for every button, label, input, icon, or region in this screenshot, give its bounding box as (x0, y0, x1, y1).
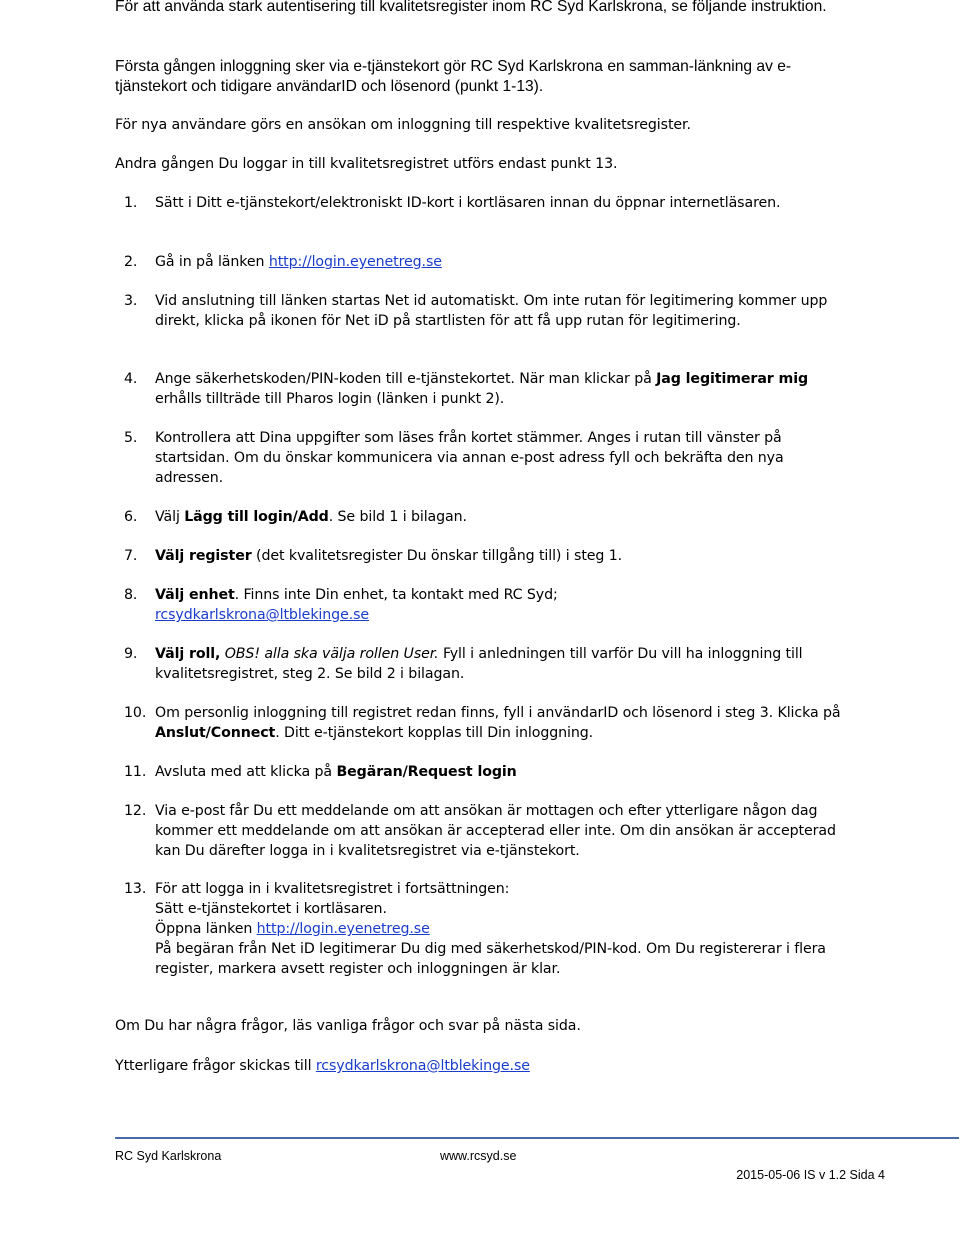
intro-paragraph: För att använda stark autentisering till kvalitetsregister inom RC Syd Karlskrona, se följande instruktion. (115, 0, 827, 15)
step-number: 1. (124, 195, 138, 211)
bold-label: Begäran/Request login (336, 764, 517, 780)
step-number: 7. (124, 548, 138, 564)
step-number: 12. (124, 803, 147, 819)
intro-paragraph: Andra gången Du loggar in till kvalitetsregistret utförs endast punkt 13. (115, 156, 618, 172)
email-link[interactable]: rcsydkarlskrona@ltblekinge.se (155, 607, 370, 623)
step-number: 2. (124, 254, 138, 270)
step-text: Välj register (det kvalitetsregister Du önskar tillgång till) i steg 1. (155, 548, 623, 564)
step-text: Via e-post får Du ett meddelande om att ansökan är mottagen och efter ytterligare någon dag kommer ett meddelande om att ansökan är accepterad eller inte. Om din ansökan är accepterad kan Du därefter logga in i kvalitetsregistret via e-tjänstekort. (155, 803, 836, 859)
email-link[interactable]: rcsydkarlskrona@ltblekinge.se (315, 1058, 530, 1074)
bold-label: Anslut/Connect (155, 725, 276, 741)
intro-paragraph: För nya användare görs en ansökan om inloggning till respektive kvalitetsregister. (115, 117, 691, 133)
step-number: 5. (124, 430, 138, 446)
bold-label: Lägg till login/Add (184, 509, 329, 525)
step-number: 3. (124, 293, 138, 309)
step-number: 10. (124, 705, 147, 721)
step-number: 13. (124, 881, 147, 897)
footer-website: www.rcsyd.se (440, 1149, 517, 1163)
step-text: Kontrollera att Dina uppgifter som läses från kortet stämmer. Anges i rutan till vänster på startsidan. Om du önskar kommunicera via annan e-post adress fyll och bekräfta den nya adressen. (155, 430, 784, 486)
footer-divider (115, 1137, 959, 1139)
step-text: Gå in på länken http://login.eyenetreg.se (155, 254, 442, 270)
step-number: 4. (124, 371, 138, 387)
step-text: Välj roll, OBS! alla ska välja rollen User. Fyll i anledningen till varför Du vill ha inloggning till kvalitetsregistret, steg 2. Se bild 2 i bilagan. (155, 646, 803, 682)
step-number: 6. (124, 509, 138, 525)
step-text: Sätt i Ditt e-tjänstekort/elektroniskt ID-kort i kortläsaren innan du öppnar internetläsaren. (155, 195, 781, 211)
step-text: Välj enhet. Finns inte Din enhet, ta kontakt med RC Syd; rcsydkarlskrona@ltblekinge.se (155, 587, 558, 623)
step-number: 9. (124, 646, 138, 662)
step-text: Avsluta med att klicka på Begäran/Request login (155, 764, 517, 780)
bold-label: Välj enhet (155, 587, 235, 603)
questions-paragraph: Om Du har några frågor, läs vanliga frågor och svar på nästa sida. (115, 1018, 581, 1034)
step-text: För att logga in i kvalitetsregistret i fortsättningen: Sätt e-tjänstekortet i kortläsaren. Öppna länken http://login.eyenetreg.se På begäran från Net iD legitimerar Du dig med säkerhetskod/PIN-kod. Om Du registererar i flera register, markera avsett register och inloggningen är klar. (155, 881, 826, 977)
intro-paragraph: Första gången inloggning sker via e-tjänstekort gör RC Syd Karlskrona en samman-länkning av e-tjänstekort och tidigare användarID och lösenord (punkt 1-13). (115, 58, 792, 95)
login-link[interactable]: http://login.eyenetreg.se (256, 921, 430, 937)
footer-org: RC Syd Karlskrona (115, 1149, 222, 1163)
footer-version: 2015-05-06 IS v 1.2 Sida 4 (736, 1168, 885, 1182)
contact-paragraph: Ytterligare frågor skickas till rcsydkarlskrona@ltblekinge.se (115, 1058, 530, 1074)
bold-label: Välj register (155, 548, 252, 564)
step-number: 11. (124, 764, 147, 780)
step-text: Ange säkerhetskoden/PIN-koden till e-tjänstekortet. När man klickar på Jag legitimerar mig erhålls tillträde till Pharos login (länken i punkt 2). (155, 371, 809, 407)
italic-note: OBS! alla ska välja rollen User. (224, 646, 439, 662)
step-number: 8. (124, 587, 138, 603)
login-link[interactable]: http://login.eyenetreg.se (268, 254, 442, 270)
step-text: Om personlig inloggning till registret redan finns, fyll i användarID och lösenord i steg 3. Klicka på Anslut/Connect. Ditt e-tjänstekort kopplas till Din inloggning. (155, 705, 841, 741)
step-text: Vid anslutning till länken startas Net id automatiskt. Om inte rutan för legitimering kommer upp direkt, klicka på ikonen för Net iD på startlisten för att få upp rutan för legitimering. (155, 293, 828, 329)
bold-label: Välj roll, (155, 646, 221, 662)
bold-label: Jag legitimerar mig (656, 371, 809, 387)
step-text: Välj Lägg till login/Add. Se bild 1 i bilagan. (155, 509, 467, 525)
